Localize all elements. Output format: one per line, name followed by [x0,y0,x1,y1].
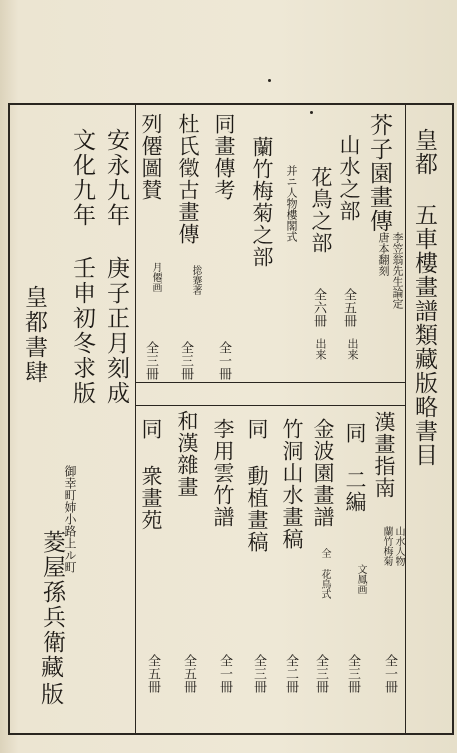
status-landscape: 出来 [346,338,359,360]
left-section-divider [135,103,136,733]
book-note-kanga-b: 蘭竹梅菊 [381,526,392,566]
upper-lower-divider [135,382,405,383]
book-title-toshi: 杜氏徵古畫傳 [176,113,200,245]
date-engraved: 安永九年 庚子正月刻成 [103,128,129,406]
status-flowers-birds: 出来 [314,338,327,360]
mark-dot [268,79,271,82]
publisher-address: 御幸町姉小路上ル町 [63,465,77,573]
qty-flowers-birds: 全六冊 [311,288,326,327]
frame-bottom [8,733,454,735]
qty-riyoun: 全一冊 [217,654,232,693]
upper-row-bottom [135,405,405,406]
qty-landscape: 全五冊 [341,288,356,327]
book-title-riyoun: 李用雲竹譜 [211,418,235,528]
qty-toshi: 全三冊 [178,341,193,380]
book-title-gaden-ko: 同畫傳考 [212,113,236,201]
book-title-shugaen: 同 衆畫苑 [139,418,163,531]
qty-wakan: 全五冊 [181,654,196,693]
book-title-wakan: 和漢雜畫 [175,410,199,498]
section-four-gentlemen: 蘭竹梅菊之部 [250,136,274,268]
qty-kanga-shinan: 全一冊 [382,654,397,693]
book-title-ressen: 列僊圖賛 [139,113,163,201]
book-note-editor: 李笠翁先生論定 [391,232,404,309]
frame-top [8,103,454,105]
book-note-nihen: 文鳳画 [355,564,366,594]
mark-dot [310,111,313,114]
qty-doshoku: 全三冊 [251,654,266,693]
book-title-nihen: 同 二編 [343,422,367,513]
book-note-kanga-a: 山水人物 [393,526,404,566]
book-title-doshoku: 同 動植畫稿 [245,418,269,553]
publisher-name: 菱屋孫兵衛 [39,530,65,655]
book-title-kanga-shinan: 漢畫指南 [372,411,396,499]
qty-kinpaen: 全三冊 [313,654,328,693]
qty-shugaen: 全五冊 [145,654,160,693]
qty-chikudo: 全二冊 [283,654,298,693]
book-title-chikudo: 竹洞山水畫稿 [280,418,304,550]
date-acquired: 文化九年 壬申初冬求版 [69,128,95,406]
frame-left [8,103,10,735]
book-title-kinpaen: 金波園畫譜 [311,418,335,528]
qty-ressen: 全三冊 [143,341,158,380]
qty-gaden-ko: 全一冊 [216,341,231,380]
frame-right [452,103,454,735]
book-title-kaishien: 芥子園畫傳 [366,113,392,233]
book-note-toshi: 捴蹇著 [190,265,201,295]
section-landscape: 山水之部 [337,134,361,222]
book-note-ressen: 月僊画 [150,262,161,292]
book-note-kinpaen: 全 花鳥式 [319,548,330,599]
book-note-reprint: 唐本翻刻 [377,232,390,276]
section-flowers-birds: 花鳥之部 [309,166,333,254]
section-figures: 并ニ人物樓閣式 [285,165,298,242]
title-divider [405,103,406,733]
page-title: 皇都 五車樓畫譜類藏版略書目 [411,128,437,467]
edition-mark: 藏版 [37,655,63,709]
bookshop-name: 皇都書肆 [21,285,47,385]
qty-nihen: 全三冊 [345,654,360,693]
